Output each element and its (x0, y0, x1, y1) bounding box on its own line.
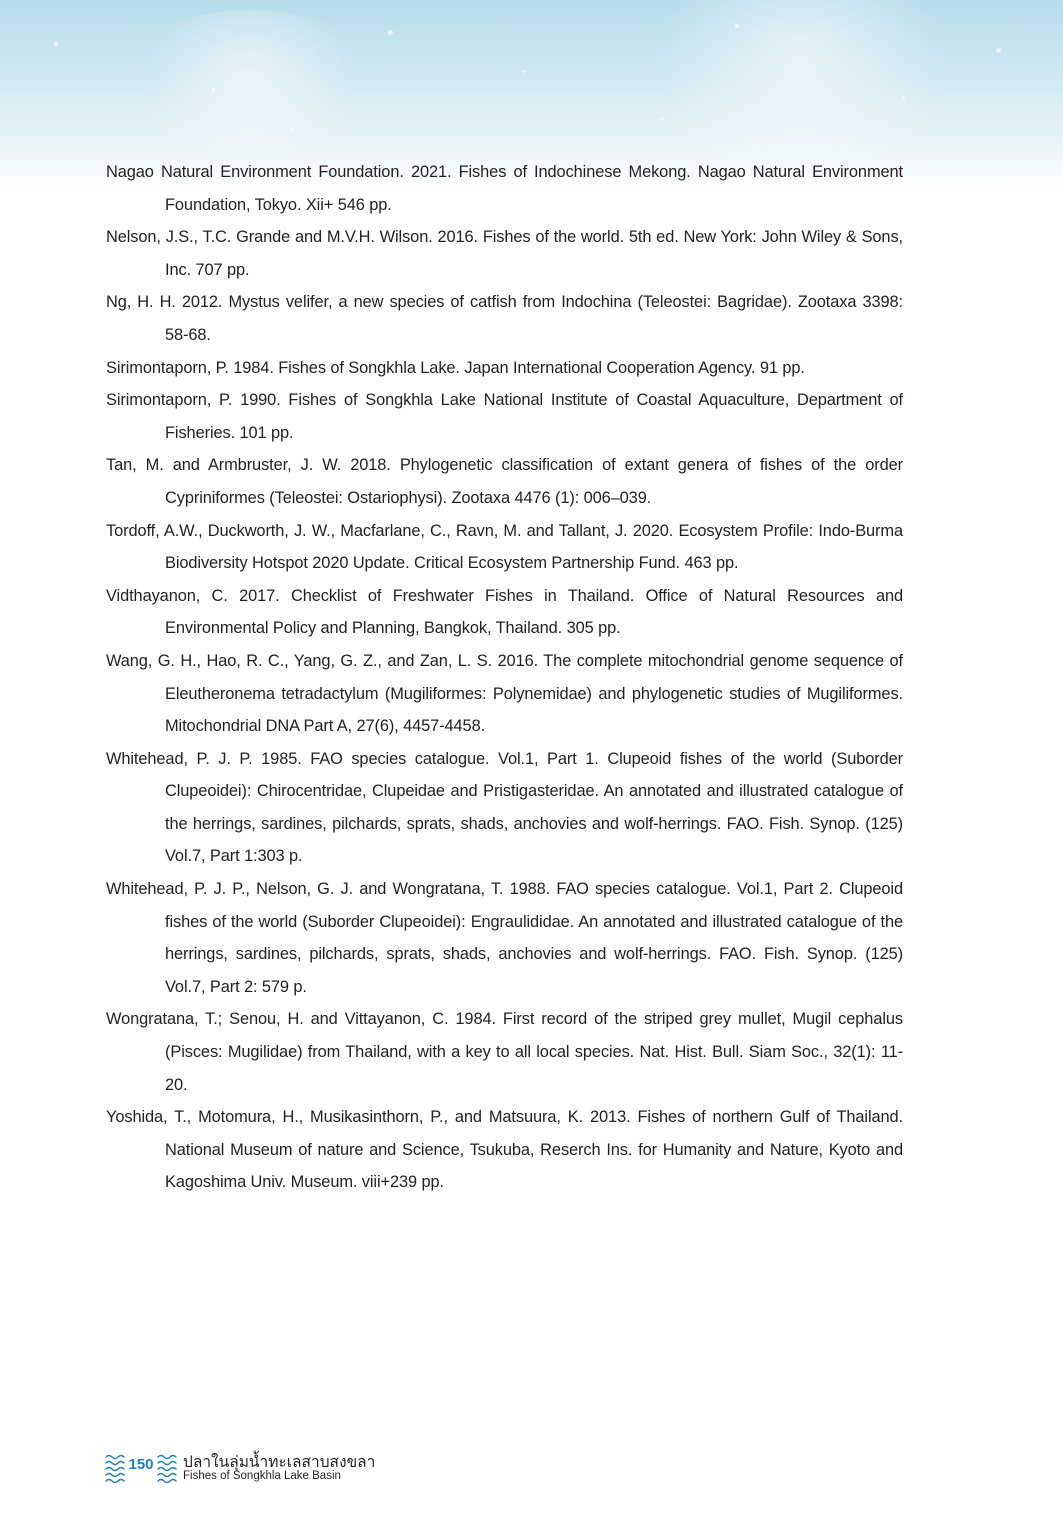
banner-glow (120, 10, 380, 150)
reference-entry: Whitehead, P. J. P., Nelson, G. J. and Wongratana, T. 1988. FAO species catalogue. Vol.1, Part 2. Clupeoid fishes of the world (Suborder Clupeoidei): Engraulididae. An annotated and illustrated catalogue of the herrings, sardines, pilchards, sprats, shads, anchovies and wolf-herrings. FAO. Fish. Synop. (125) Vol.7, Part 2: 579 p. (106, 880, 903, 996)
reference-entry: Wongratana, T.; Senou, H. and Vittayanon, C. 1984. First record of the striped grey mullet, Mugil cephalus (Pisces: Mugilidae) from Thailand, with a key to all local species. Nat. Hist. Bull. Siam Soc., 32(1): 11-20. (106, 1010, 903, 1094)
reference-entry: Nelson, J.S., T.C. Grande and M.V.H. Wilson. 2016. Fishes of the world. 5th ed. New York: John Wiley & Sons, Inc. 707 pp. (106, 228, 903, 279)
banner-sparkle (996, 48, 1001, 53)
reference-entry: Sirimontaporn, P. 1990. Fishes of Songkhla Lake National Institute of Coastal Aquaculture, Department of Fisheries. 101 pp. (106, 391, 903, 442)
reference-entry: Tan, M. and Armbruster, J. W. 2018. Phylogenetic classification of extant genera of fishes of the order Cypriniformes (Teleostei: Ostariophysi). Zootaxa 4476 (1): 006–039. (106, 456, 903, 507)
reference-entry: Vidthayanon, C. 2017. Checklist of Freshwater Fishes in Thailand. Office of Natural Resources and Environmental Policy and Planning, Bangkok, Thailand. 305 pp. (106, 586, 903, 638)
book-title-thai: ปลาในลุ่มน้ำทะเลสาบสงขลา (183, 1454, 376, 1471)
reference-entry: Sirimontaporn, P. 1984. Fishes of Songkhla Lake. Japan International Cooperation Agency. 91 pp. (106, 358, 805, 377)
banner-glow (620, 0, 980, 160)
reference-entry: Yoshida, T., Motomura, H., Musikasinthorn, P., and Matsuura, K. 2013. Fishes of northern Gulf of Thailand. National Museum of nature and Science, Tsukuba, Reserch Ins. for Humanity and Nature, Kyoto and Kagoshima Univ. Museum. viii+239 pp. (106, 1108, 903, 1192)
banner-sparkle (212, 88, 215, 91)
page-number: 150 (128, 1456, 154, 1473)
reference-entry: Ng, H. H. 2012. Mystus velifer, a new species of catfish from Indochina (Teleostei: Bagridae). Zootaxa 3398: 58-68. (106, 293, 903, 344)
banner-sparkle (735, 24, 739, 28)
reference-entry: Whitehead, P. J. P. 1985. FAO species catalogue. Vol.1, Part 1. Clupeoid fishes of the world (Suborder Clupeoidei): Chirocentridae, Clupeidae and Pristigasteridae. An annotated and illustrated catalogue of the herrings, sardines, pilchards, sprats, shads, anchovies and wolf-herrings. FAO. Fish. Synop. (125) Vol.7, Part 1:303 p. (106, 749, 903, 866)
banner-sparkle (660, 118, 663, 121)
book-title-english: Fishes of Songkhla Lake Basin (183, 1470, 341, 1482)
banner-sparkle (54, 42, 58, 46)
banner-sparkle (522, 70, 525, 73)
banner-sparkle (290, 128, 293, 131)
reference-entry: Wang, G. H., Hao, R. C., Yang, G. Z., and Zan, L. S. 2016. The complete mitochondrial genome sequence of Eleutheronema tetradactylum (Mugiliformes: Polynemidae) and phylogenetic studies of Mugiliformes. Mitochondrial DNA Part A, 27(6), 4457-4458. (106, 651, 903, 736)
wave-icon (104, 1451, 126, 1483)
banner-sparkle (388, 30, 393, 35)
wave-icon (156, 1451, 178, 1483)
reference-entry: Nagao Natural Environment Foundation. 2021. Fishes of Indochinese Mekong. Nagao Natural Environment Foundation, Tokyo. Xii+ 546 pp. (106, 163, 903, 214)
reference-list (106, 156, 903, 1199)
page-footer (104, 1448, 424, 1488)
reference-entry: Tordoff, A.W., Duckworth, J. W., Macfarlane, C., Ravn, M. and Tallant, J. 2020. Ecosystem Profile: Indo-Burma Biodiversity Hotspot 2020 Update. Critical Ecosystem Partnership Fund. 463 pp. (106, 521, 903, 573)
banner-sparkle (902, 96, 905, 99)
